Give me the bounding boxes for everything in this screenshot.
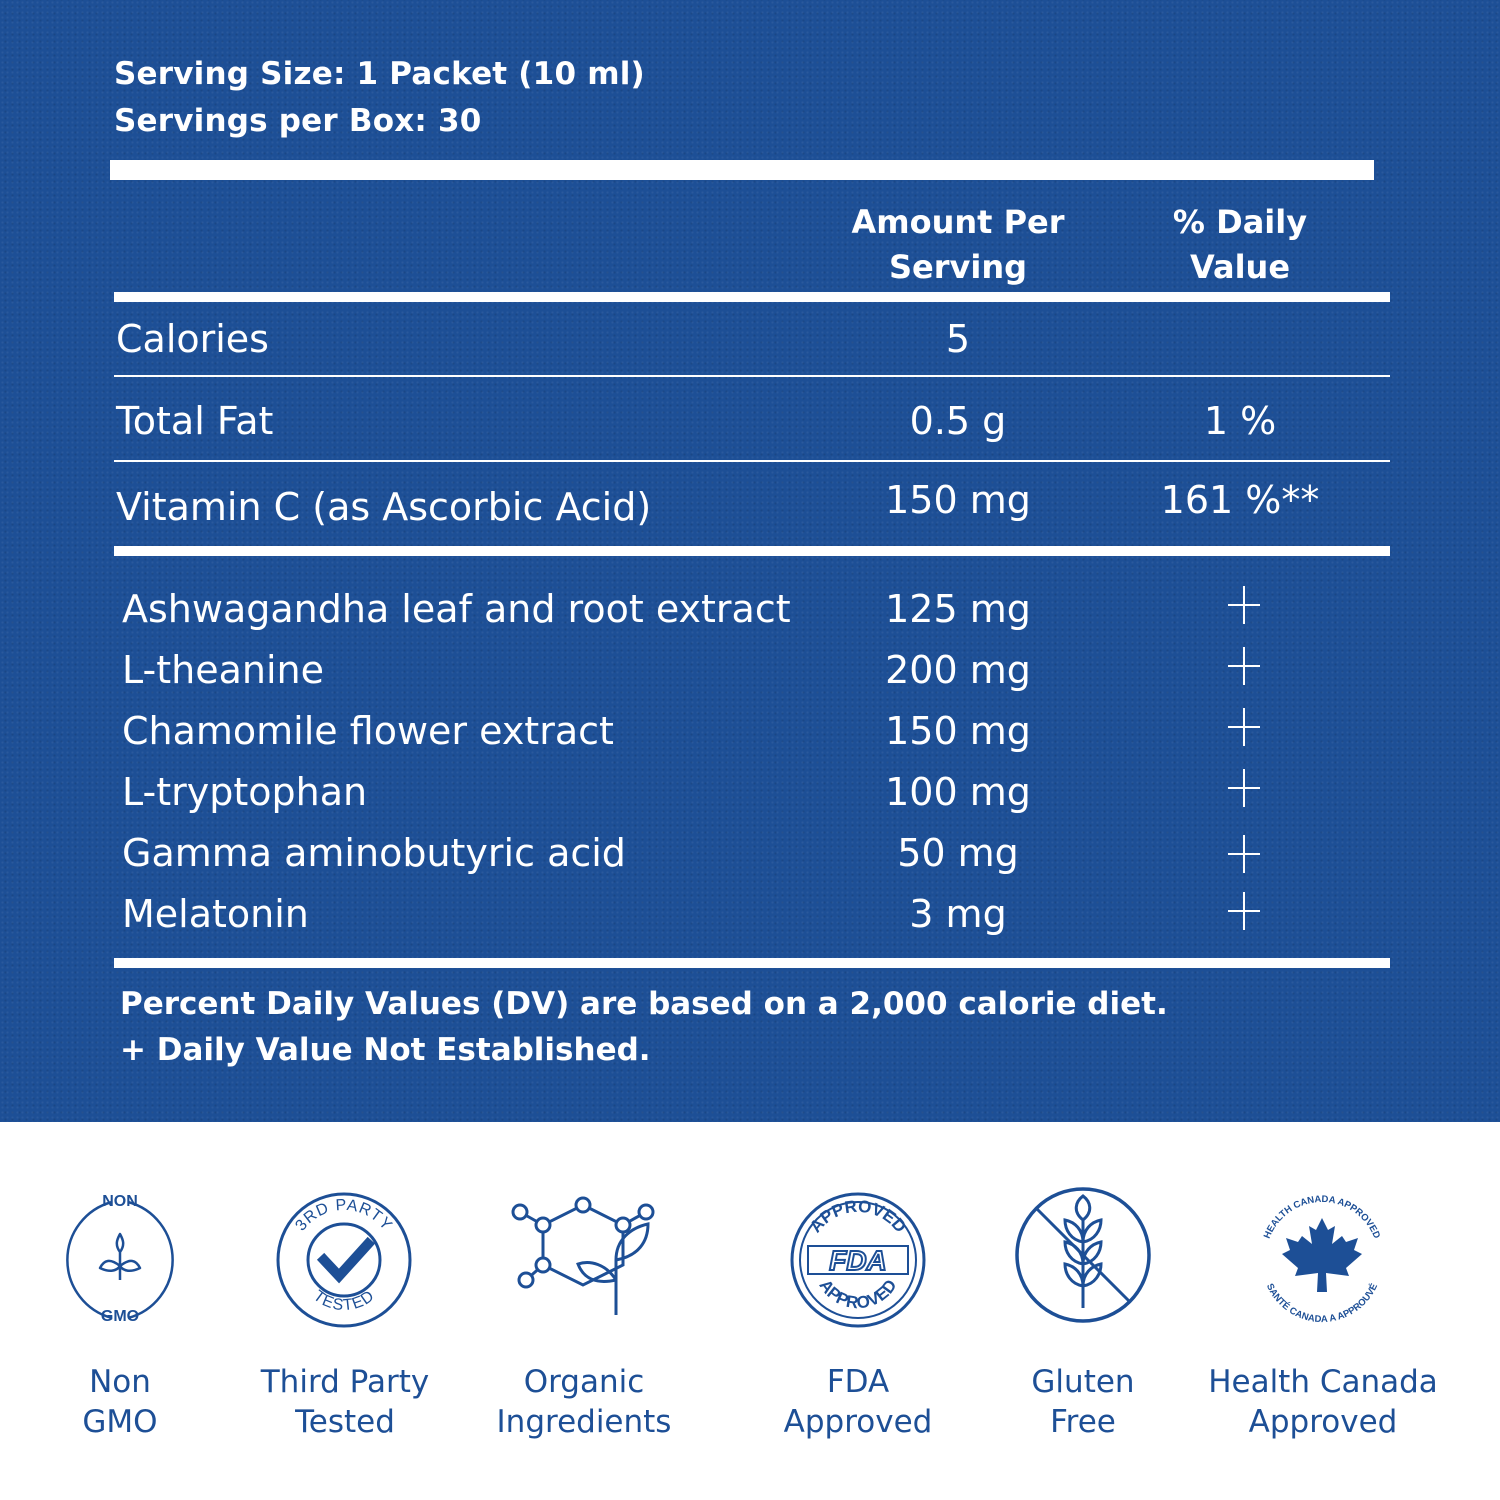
header-daily-value (1140, 200, 1340, 290)
ingredient-name: Melatonin (122, 892, 309, 936)
svg-text:NON: NON (102, 1193, 138, 1210)
nutrient-name: Vitamin C (as Ascorbic Acid) (116, 485, 652, 529)
svg-text:FDA: FDA (829, 1245, 887, 1276)
section-rule (114, 546, 1390, 556)
svg-text:SANTÉ CANADA A APPROUVÉ: SANTÉ CANADA A APPROUVÉ (1263, 1281, 1381, 1326)
svg-text:GMO: GMO (100, 1308, 140, 1325)
footnote-not-established: + Daily Value Not Established. (120, 1032, 651, 1068)
badge-label-line1: Third Party (260, 1364, 430, 1400)
health-canada-icon (1242, 1180, 1402, 1340)
badge-label-line1: FDA (826, 1364, 890, 1400)
ingredient-amount: 125 mg (885, 587, 1031, 631)
dv-not-established-icon (1222, 645, 1266, 689)
badge-label-line1: Gluten (1031, 1364, 1135, 1400)
badge-label-health-canada (1188, 1362, 1458, 1442)
gluten-free-icon (1003, 1180, 1163, 1340)
badge-label-line2: Ingredients (496, 1404, 672, 1440)
badge-label-line2: Approved (783, 1404, 933, 1440)
badge-organic (453, 1180, 713, 1340)
ingredient-name: L-tryptophan (122, 770, 368, 814)
nutrient-name: Calories (116, 317, 269, 361)
dv-not-established-icon (1222, 584, 1266, 628)
badge-label-line2: Tested (295, 1404, 395, 1440)
header-dv-line2: Value (1189, 248, 1291, 286)
svg-text:3RD PARTY: 3RD PARTY (292, 1196, 396, 1235)
fda-approved-icon (778, 1180, 938, 1340)
row-divider (114, 375, 1390, 377)
ingredient-name: L-theanine (122, 648, 324, 692)
badge-label-gluten-free (948, 1362, 1218, 1442)
header-rule (114, 292, 1390, 302)
ingredient-amount: 150 mg (885, 709, 1031, 753)
badge-label-organic (449, 1362, 719, 1442)
ingredient-name: Ashwagandha leaf and root extract (122, 587, 791, 631)
nutrient-amount: 0.5 g (909, 399, 1007, 443)
badge-health-canada (1192, 1180, 1452, 1340)
nutrient-dv: 1 % (1203, 399, 1277, 443)
bottom-rule (114, 958, 1390, 968)
dv-not-established-icon (1222, 833, 1266, 877)
badge-label-line2: GMO (82, 1404, 158, 1440)
ingredient-amount: 200 mg (885, 648, 1031, 692)
badge-label-line1: Organic (523, 1364, 645, 1400)
dv-not-established-icon (1222, 890, 1266, 934)
header-amount (830, 200, 1086, 290)
svg-text:HEALTH CANADA APPROVED: HEALTH CANADA APPROVED (1261, 1193, 1383, 1241)
nutrient-amount: 150 mg (885, 478, 1031, 522)
dv-not-established-icon (1222, 706, 1266, 750)
non-gmo-icon (40, 1180, 200, 1340)
ingredient-amount: 100 mg (885, 770, 1031, 814)
footnote-dv: Percent Daily Values (DV) are based on a 2,000 calorie diet. (120, 986, 1168, 1022)
header-amount-line1: Amount Per (851, 203, 1065, 241)
svg-text:APPROVED: APPROVED (805, 1196, 911, 1237)
ingredient-amount: 50 mg (897, 831, 1019, 875)
badge-third-party (214, 1180, 474, 1340)
ingredient-amount: 3 mg (909, 892, 1007, 936)
svg-text:TESTED: TESTED (309, 1287, 379, 1315)
badge-label-line2: Free (1050, 1404, 1116, 1440)
row-divider (114, 460, 1390, 462)
serving-size: Serving Size: 1 Packet (10 ml) (114, 56, 645, 92)
svg-text:APPROVED: APPROVED (815, 1275, 901, 1313)
nutrient-amount: 5 (945, 317, 971, 361)
nutrient-dv: 161 %** (1160, 478, 1320, 522)
badge-fda (728, 1180, 988, 1340)
servings-per-box: Servings per Box: 30 (114, 103, 482, 139)
header-amount-line2: Serving (888, 248, 1028, 286)
third-party-tested-icon (264, 1180, 424, 1340)
badge-gluten-free (953, 1180, 1213, 1340)
ingredient-name: Gamma aminobutyric acid (122, 831, 626, 875)
ingredient-name: Chamomile flower extract (122, 709, 614, 753)
nutrient-name: Total Fat (116, 399, 274, 443)
dv-not-established-icon (1222, 767, 1266, 811)
badge-label-line1: Non (89, 1364, 151, 1400)
badge-label-line2: Approved (1248, 1404, 1398, 1440)
header-dv-line1: % Daily (1172, 203, 1308, 241)
badge-label-line1: Health Canada (1208, 1364, 1438, 1400)
top-thick-rule (110, 160, 1374, 180)
badge-non-gmo (0, 1180, 250, 1340)
organic-ingredients-icon (498, 1180, 668, 1340)
badge-label-third-party (210, 1362, 480, 1442)
